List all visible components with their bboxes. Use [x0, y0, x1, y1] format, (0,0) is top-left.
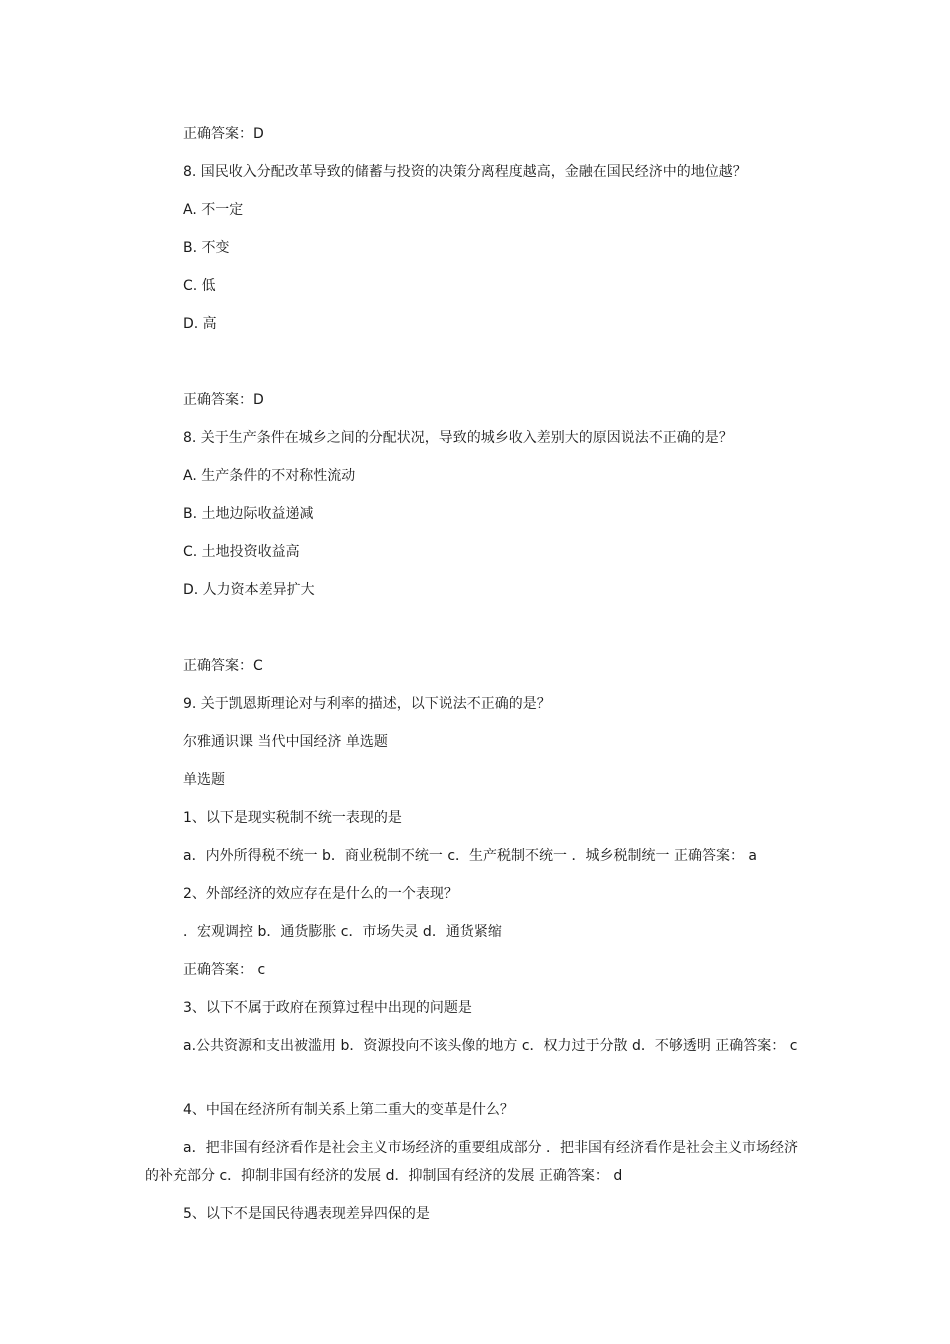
option-c: C. 低	[183, 278, 216, 294]
question-text: 9. 关于凯恩斯理论对与利率的描述，以下说法不正确的是？	[183, 696, 551, 712]
question-text: 8. 关于生产条件在城乡之间的分配状况，导致的城乡收入差别大的原因说法不正确的是？	[183, 430, 733, 446]
answer-line: 正确答案：C	[183, 658, 263, 674]
question-text: 8. 国民收入分配改革导致的储蓄与投资的决策分离程度越高，金融在国民经济中的地位越？	[183, 164, 747, 180]
option-a: A. 不一定	[183, 202, 244, 218]
question-text: 2、外部经济的效应存在是什么的一个表现？	[183, 886, 458, 902]
section-title: 尔雅通识课 当代中国经济 单选题	[183, 734, 388, 750]
question-text: 3、以下不属于政府在预算过程中出现的问题是	[183, 1000, 472, 1016]
option-a: A. 生产条件的不对称性流动	[183, 468, 356, 484]
question-text: 5、以下不是国民待遇表现差异四保的是	[183, 1206, 430, 1222]
options-line: a．内外所得税不统一 b．商业税制不统一 c．生产税制不统一 ．城乡税制统一 正确答案： a	[183, 848, 757, 864]
option-d: D. 高	[183, 316, 217, 332]
answer-line: 正确答案：D	[183, 126, 264, 142]
answer-line: 正确答案： c	[183, 962, 266, 978]
option-b: B. 土地边际收益递减	[183, 506, 314, 522]
option-d: D. 人力资本差异扩大	[183, 582, 315, 598]
answer-line: 正确答案：D	[183, 392, 264, 408]
options-paragraph: a．把非国有经济看作是社会主义市场经济的重要组成部分 ．把非国有经济看作是社会主义市场经济的补充部分 c．抑制非国有经济的发展 d．抑制国有经济的发展 正确答案： d	[145, 1140, 799, 1184]
question-text: 4、中国在经济所有制关系上第二重大的变革是什么？	[183, 1102, 514, 1118]
options-paragraph: a.公共资源和支出被滥用 b．资源投向不该头像的地方 c．权力过于分散 d．不够透明 正确答案： c	[183, 1038, 798, 1054]
option-c: C. 土地投资收益高	[183, 544, 300, 560]
option-b: B. 不变	[183, 240, 230, 256]
question-text: 1、以下是现实税制不统一表现的是	[183, 810, 402, 826]
options-line: ．宏观调控 b．通货膨胀 c．市场失灵 d．通货紧缩	[183, 924, 502, 940]
section-subtitle: 单选题	[183, 772, 225, 788]
